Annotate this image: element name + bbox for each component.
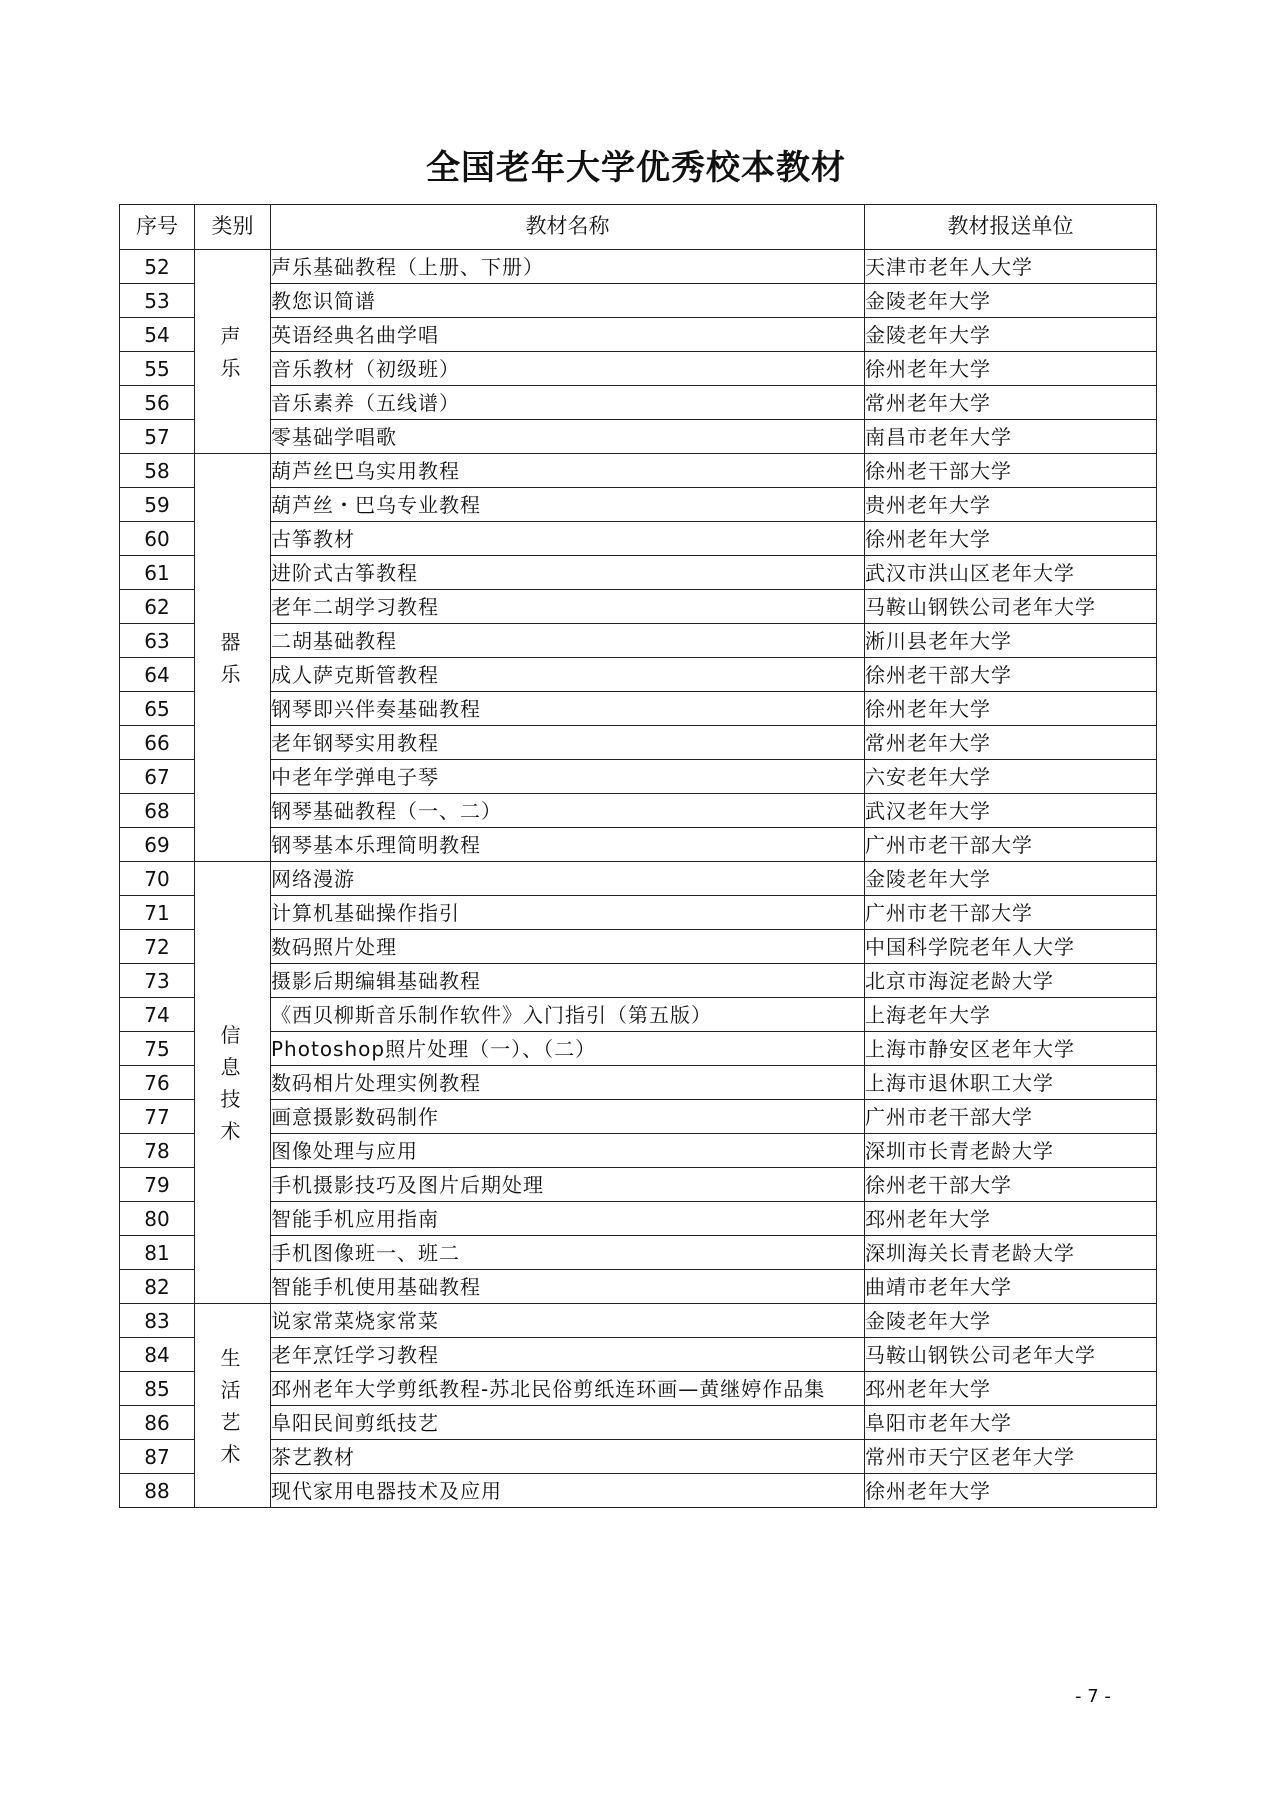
cell-textbook-name: 二胡基础教程 <box>271 624 865 658</box>
cell-seq: 78 <box>120 1134 195 1168</box>
cell-textbook-name: 茶艺教材 <box>271 1440 865 1474</box>
cell-category <box>195 454 271 862</box>
table-row <box>120 420 1157 454</box>
cell-seq: 56 <box>120 386 195 420</box>
cell-textbook-name: 数码相片处理实例教程 <box>271 1066 865 1100</box>
cell-textbook-name: 智能手机应用指南 <box>271 1202 865 1236</box>
cell-submitting-unit: 广州市老干部大学 <box>865 896 1157 930</box>
cell-textbook-name: 现代家用电器技术及应用 <box>271 1474 865 1508</box>
cell-seq: 52 <box>120 250 195 284</box>
cell-submitting-unit: 常州市天宁区老年大学 <box>865 1440 1157 1474</box>
table-row <box>120 1270 1157 1304</box>
table-row <box>120 1100 1157 1134</box>
cell-submitting-unit: 徐州老年大学 <box>865 1474 1157 1508</box>
cell-submitting-unit: 徐州老年大学 <box>865 352 1157 386</box>
table-row <box>120 590 1157 624</box>
cell-seq: 77 <box>120 1100 195 1134</box>
cell-seq: 63 <box>120 624 195 658</box>
cell-seq: 75 <box>120 1032 195 1066</box>
cell-textbook-name: 英语经典名曲学唱 <box>271 318 865 352</box>
cell-seq: 70 <box>120 862 195 896</box>
cell-textbook-name: 手机图像班一、班二 <box>271 1236 865 1270</box>
table-row <box>120 760 1157 794</box>
cell-submitting-unit: 武汉市洪山区老年大学 <box>865 556 1157 590</box>
table-row <box>120 862 1157 896</box>
cell-seq: 57 <box>120 420 195 454</box>
cell-submitting-unit: 金陵老年大学 <box>865 284 1157 318</box>
cell-seq: 79 <box>120 1168 195 1202</box>
table-row <box>120 1372 1157 1406</box>
cell-submitting-unit: 广州市老干部大学 <box>865 1100 1157 1134</box>
cell-submitting-unit: 上海市退休职工大学 <box>865 1066 1157 1100</box>
cell-textbook-name: 老年钢琴实用教程 <box>271 726 865 760</box>
cell-submitting-unit: 深圳市长青老龄大学 <box>865 1134 1157 1168</box>
cell-submitting-unit: 金陵老年大学 <box>865 318 1157 352</box>
cell-textbook-name: 阜阳民间剪纸技艺 <box>271 1406 865 1440</box>
cell-seq: 61 <box>120 556 195 590</box>
cell-seq: 87 <box>120 1440 195 1474</box>
cell-textbook-name: 葫芦丝・巴乌专业教程 <box>271 488 865 522</box>
cell-textbook-name: 钢琴即兴伴奏基础教程 <box>271 692 865 726</box>
table-row <box>120 896 1157 930</box>
cell-textbook-name: 音乐教材（初级班） <box>271 352 865 386</box>
cell-seq: 66 <box>120 726 195 760</box>
category-label: 声乐 <box>220 323 245 380</box>
table-row <box>120 250 1157 284</box>
cell-textbook-name: 成人萨克斯管教程 <box>271 658 865 692</box>
cell-seq: 84 <box>120 1338 195 1372</box>
cell-textbook-name: 声乐基础教程（上册、下册） <box>271 250 865 284</box>
cell-submitting-unit: 邳州老年大学 <box>865 1372 1157 1406</box>
table-row <box>120 454 1157 488</box>
table-row <box>120 522 1157 556</box>
cell-seq: 59 <box>120 488 195 522</box>
cell-submitting-unit: 邳州老年大学 <box>865 1202 1157 1236</box>
header-seq: 序号 <box>120 205 195 250</box>
cell-submitting-unit: 贵州老年大学 <box>865 488 1157 522</box>
table-row <box>120 1066 1157 1100</box>
cell-seq: 68 <box>120 794 195 828</box>
cell-seq: 86 <box>120 1406 195 1440</box>
cell-seq: 54 <box>120 318 195 352</box>
cell-textbook-name: 手机摄影技巧及图片后期处理 <box>271 1168 865 1202</box>
table-row <box>120 386 1157 420</box>
cell-submitting-unit: 常州老年大学 <box>865 386 1157 420</box>
cell-textbook-name: 进阶式古筝教程 <box>271 556 865 590</box>
table-row <box>120 284 1157 318</box>
cell-submitting-unit: 阜阳市老年大学 <box>865 1406 1157 1440</box>
cell-textbook-name: 网络漫游 <box>271 862 865 896</box>
table-row <box>120 488 1157 522</box>
table-row <box>120 1168 1157 1202</box>
cell-textbook-name: 老年二胡学习教程 <box>271 590 865 624</box>
cell-seq: 88 <box>120 1474 195 1508</box>
cell-submitting-unit: 中国科学院老年人大学 <box>865 930 1157 964</box>
cell-submitting-unit: 马鞍山钢铁公司老年大学 <box>865 590 1157 624</box>
cell-textbook-name: 古筝教材 <box>271 522 865 556</box>
page-title: 全国老年大学优秀校本教材 <box>426 148 846 188</box>
table-row <box>120 624 1157 658</box>
cell-textbook-name: 钢琴基础教程（一、二） <box>271 794 865 828</box>
table-row <box>120 1474 1157 1508</box>
table-row <box>120 930 1157 964</box>
table-row <box>120 1134 1157 1168</box>
cell-submitting-unit: 金陵老年大学 <box>865 862 1157 896</box>
table-row <box>120 964 1157 998</box>
header-unit: 教材报送单位 <box>865 205 1157 250</box>
cell-textbook-name: 邳州老年大学剪纸教程-苏北民俗剪纸连环画—黄继婷作品集 <box>271 1372 865 1406</box>
cell-seq: 72 <box>120 930 195 964</box>
cell-submitting-unit: 徐州老干部大学 <box>865 658 1157 692</box>
table-row <box>120 726 1157 760</box>
table-row <box>120 1032 1157 1066</box>
cell-submitting-unit: 上海老年大学 <box>865 998 1157 1032</box>
cell-textbook-name: 《西贝柳斯音乐制作软件》入门指引（第五版） <box>271 998 865 1032</box>
cell-seq: 67 <box>120 760 195 794</box>
cell-submitting-unit: 金陵老年大学 <box>865 1304 1157 1338</box>
table-row <box>120 658 1157 692</box>
table-row <box>120 1202 1157 1236</box>
cell-textbook-name: 摄影后期编辑基础教程 <box>271 964 865 998</box>
cell-seq: 55 <box>120 352 195 386</box>
cell-textbook-name: 钢琴基本乐理简明教程 <box>271 828 865 862</box>
category-label: 器乐 <box>220 629 245 686</box>
cell-seq: 81 <box>120 1236 195 1270</box>
cell-seq: 74 <box>120 998 195 1032</box>
textbook-table <box>119 204 1157 1508</box>
table-row <box>120 1236 1157 1270</box>
table-header-row <box>120 205 1157 250</box>
table-body <box>120 250 1157 1508</box>
cell-seq: 64 <box>120 658 195 692</box>
page-number: - 7 - <box>1075 1686 1111 1707</box>
table-row <box>120 352 1157 386</box>
cell-submitting-unit: 深圳海关长青老龄大学 <box>865 1236 1157 1270</box>
cell-textbook-name: 图像处理与应用 <box>271 1134 865 1168</box>
cell-category <box>195 1304 271 1508</box>
cell-seq: 60 <box>120 522 195 556</box>
cell-submitting-unit: 马鞍山钢铁公司老年大学 <box>865 1338 1157 1372</box>
cell-submitting-unit: 南昌市老年大学 <box>865 420 1157 454</box>
cell-submitting-unit: 曲靖市老年大学 <box>865 1270 1157 1304</box>
table-row <box>120 318 1157 352</box>
cell-seq: 69 <box>120 828 195 862</box>
cell-textbook-name: 老年烹饪学习教程 <box>271 1338 865 1372</box>
cell-textbook-name: 智能手机使用基础教程 <box>271 1270 865 1304</box>
cell-seq: 80 <box>120 1202 195 1236</box>
cell-submitting-unit: 徐州老年大学 <box>865 692 1157 726</box>
cell-category <box>195 250 271 454</box>
cell-submitting-unit: 天津市老年人大学 <box>865 250 1157 284</box>
cell-category <box>195 862 271 1304</box>
cell-textbook-name: 计算机基础操作指引 <box>271 896 865 930</box>
cell-seq: 71 <box>120 896 195 930</box>
cell-submitting-unit: 淅川县老年大学 <box>865 624 1157 658</box>
cell-textbook-name: Photoshop照片处理（一）、（二） <box>271 1032 865 1066</box>
category-label: 生活艺术 <box>220 1345 245 1466</box>
cell-textbook-name: 中老年学弹电子琴 <box>271 760 865 794</box>
cell-textbook-name: 葫芦丝巴乌实用教程 <box>271 454 865 488</box>
cell-textbook-name: 数码照片处理 <box>271 930 865 964</box>
cell-textbook-name: 画意摄影数码制作 <box>271 1100 865 1134</box>
cell-submitting-unit: 广州市老干部大学 <box>865 828 1157 862</box>
header-category: 类别 <box>195 205 271 250</box>
cell-seq: 53 <box>120 284 195 318</box>
cell-seq: 65 <box>120 692 195 726</box>
cell-seq: 62 <box>120 590 195 624</box>
cell-textbook-name: 教您识简谱 <box>271 284 865 318</box>
cell-submitting-unit: 武汉老年大学 <box>865 794 1157 828</box>
table-row <box>120 556 1157 590</box>
cell-submitting-unit: 徐州老干部大学 <box>865 1168 1157 1202</box>
table-row <box>120 1338 1157 1372</box>
table-row <box>120 794 1157 828</box>
cell-submitting-unit: 徐州老年大学 <box>865 522 1157 556</box>
cell-submitting-unit: 徐州老干部大学 <box>865 454 1157 488</box>
cell-seq: 58 <box>120 454 195 488</box>
cell-textbook-name: 音乐素养（五线谱） <box>271 386 865 420</box>
category-label: 信息技术 <box>220 1022 245 1143</box>
table-row <box>120 1406 1157 1440</box>
cell-seq: 73 <box>120 964 195 998</box>
cell-textbook-name: 说家常菜烧家常菜 <box>271 1304 865 1338</box>
table-row <box>120 1304 1157 1338</box>
cell-textbook-name: 零基础学唱歌 <box>271 420 865 454</box>
table-row <box>120 692 1157 726</box>
cell-seq: 76 <box>120 1066 195 1100</box>
table-row <box>120 998 1157 1032</box>
table-row <box>120 1440 1157 1474</box>
cell-submitting-unit: 六安老年大学 <box>865 760 1157 794</box>
cell-seq: 82 <box>120 1270 195 1304</box>
cell-submitting-unit: 常州老年大学 <box>865 726 1157 760</box>
table-row <box>120 828 1157 862</box>
cell-seq: 83 <box>120 1304 195 1338</box>
cell-submitting-unit: 上海市静安区老年大学 <box>865 1032 1157 1066</box>
header-name: 教材名称 <box>271 205 865 250</box>
cell-submitting-unit: 北京市海淀老龄大学 <box>865 964 1157 998</box>
cell-seq: 85 <box>120 1372 195 1406</box>
